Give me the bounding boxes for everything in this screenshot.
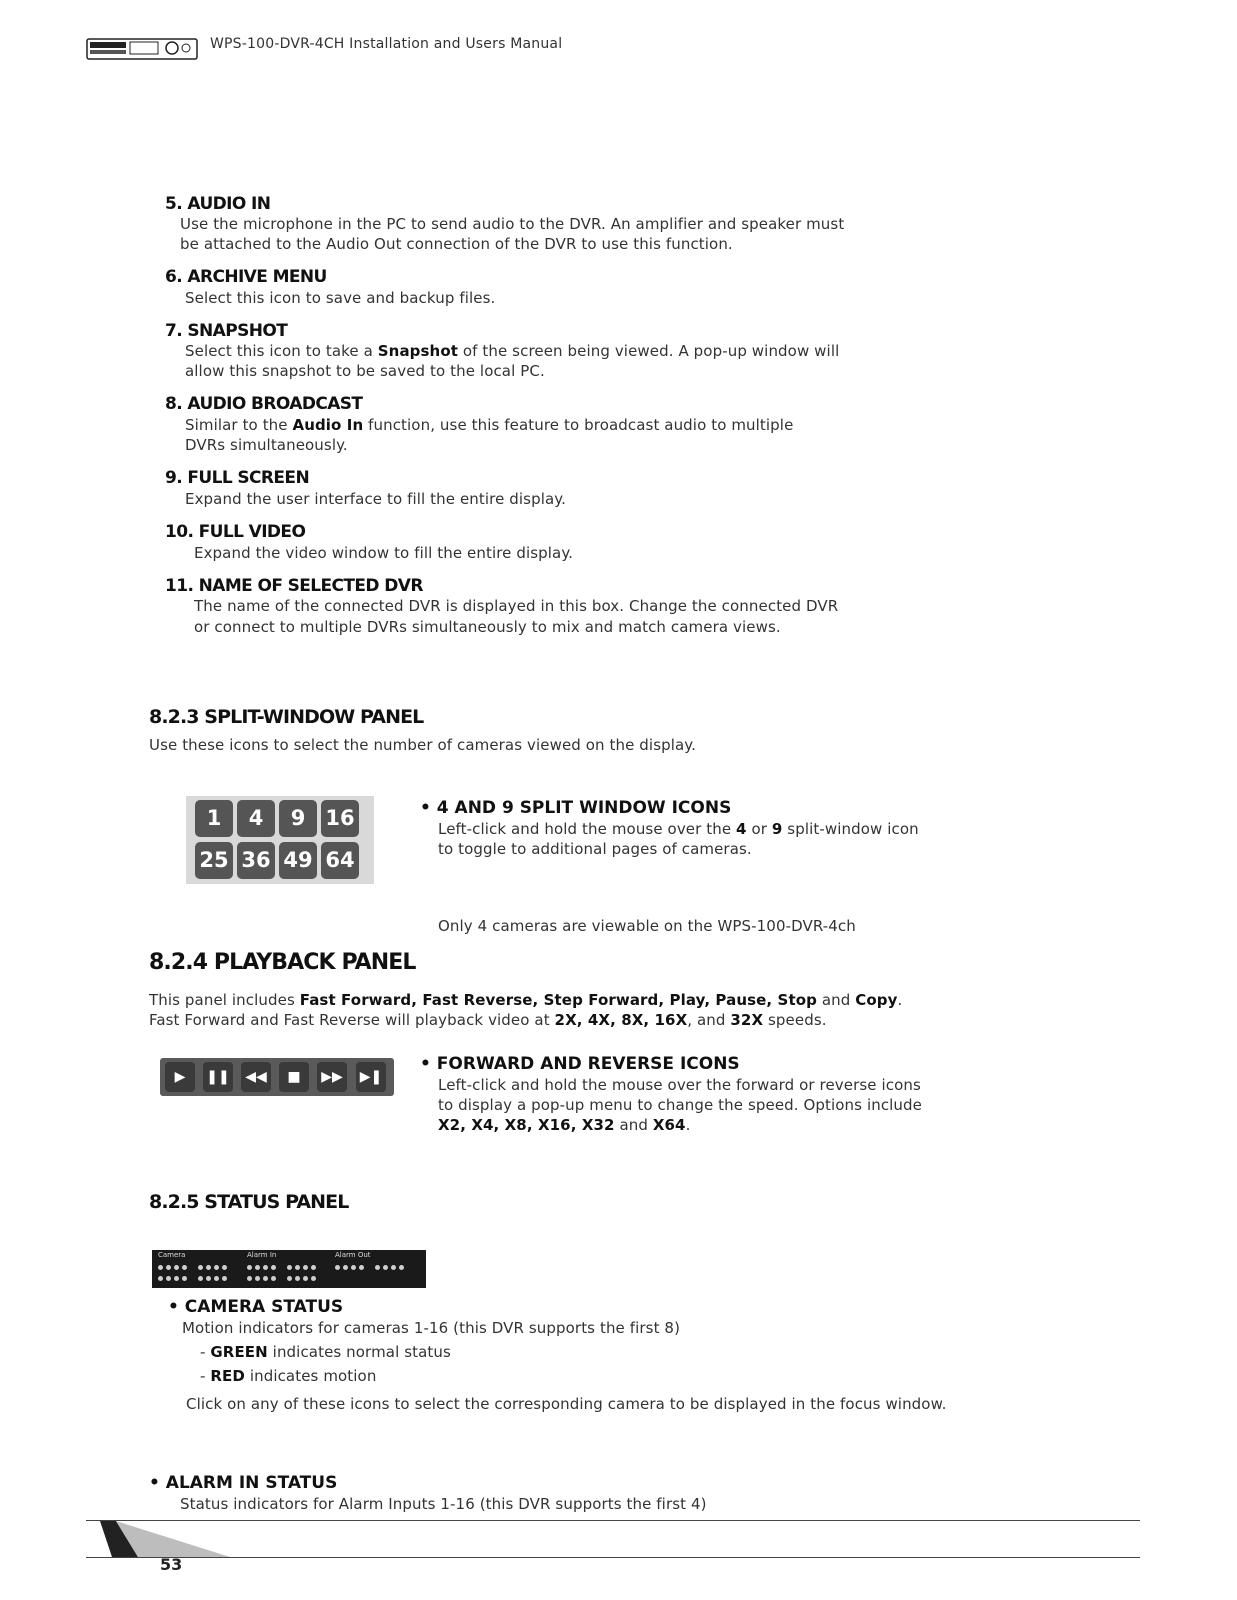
status-indicator-dot (343, 1265, 348, 1270)
split-36-button: 36 (237, 842, 275, 879)
status-indicator-dot (206, 1276, 211, 1281)
item-dvrname-heading: 11. NAME OF SELECTED DVR (165, 576, 423, 596)
status-indicator-dot (174, 1265, 179, 1270)
status-indicator-dot (383, 1265, 388, 1270)
status-indicator-dot (166, 1265, 171, 1270)
split-25-button: 25 (195, 842, 233, 879)
status-indicator-dot (198, 1276, 203, 1281)
status-indicator-dot (391, 1265, 396, 1270)
split-bullet-line1: Left-click and hold the mouse over the 4 or 9 split-window icon (438, 820, 919, 838)
split-note: Only 4 cameras are viewable on the WPS-100-DVR-4ch (438, 917, 856, 935)
item-snapshot-line1: Select this icon to take a Snapshot of the screen being viewed. A pop-up window will (185, 342, 840, 360)
alarm-in-status-heading: • ALARM IN STATUS (149, 1473, 338, 1493)
status-section-heading: 8.2.5 STATUS PANEL (149, 1191, 349, 1213)
split-intro: Use these icons to select the number of cameras viewed on the display. (149, 736, 696, 754)
status-indicator-dot (174, 1276, 179, 1281)
status-indicator-dot (351, 1265, 356, 1270)
split-1-button: 1 (195, 800, 233, 837)
status-indicator-dot (295, 1276, 300, 1281)
status-indicator-dot (287, 1276, 292, 1281)
split-16-button: 16 (321, 800, 359, 837)
item-archive-heading: 6. ARCHIVE MENU (165, 267, 327, 287)
camera-status-heading: • CAMERA STATUS (168, 1297, 344, 1317)
status-indicator-dot (375, 1265, 380, 1270)
status-indicator-dot (182, 1276, 187, 1281)
item-snapshot-heading: 7. SNAPSHOT (165, 321, 288, 341)
status-indicator-dot (287, 1265, 292, 1270)
playback-intro-line1: This panel includes Fast Forward, Fast Reverse, Step Forward, Play, Pause, Stop and Copy. (149, 991, 903, 1009)
item-snapshot-line2: allow this snapshot to be saved to the local PC. (185, 362, 545, 380)
status-indicator-dot (214, 1265, 219, 1270)
item-dvrname-line2: or connect to multiple DVRs simultaneously to mix and match camera views. (194, 618, 781, 636)
split-window-buttons-image (186, 796, 374, 884)
playback-bullet-heading: • FORWARD AND REVERSE ICONS (420, 1054, 740, 1074)
playback-bullet-line3: X2, X4, X8, X16, X32 and X64. (438, 1116, 691, 1134)
status-label-alarm-in: Alarm In (247, 1251, 277, 1259)
item-broadcast-heading: 8. AUDIO BROADCAST (165, 394, 363, 414)
playback-bullet-line2: to display a pop-up menu to change the speed. Options include (438, 1096, 922, 1114)
status-indicator-dot (255, 1276, 260, 1281)
status-indicator-dot (303, 1265, 308, 1270)
status-label-camera: Camera (158, 1251, 186, 1259)
item-audio-in-heading: 5. AUDIO IN (165, 194, 271, 214)
playback-section-heading: 8.2.4 PLAYBACK PANEL (149, 950, 416, 975)
status-indicator-dot (255, 1265, 260, 1270)
item-broadcast-line2: DVRs simultaneously. (185, 436, 348, 454)
split-bullet-line2: to toggle to additional pages of cameras. (438, 840, 752, 858)
status-indicator-dot (263, 1276, 268, 1281)
play-icon: ▶ (165, 1062, 195, 1092)
playback-intro-line2: Fast Forward and Fast Reverse will playback video at 2X, 4X, 8X, 16X, and 32X speeds. (149, 1011, 827, 1029)
status-indicator-dot (206, 1265, 211, 1270)
footer-corner-graphic (100, 1521, 240, 1557)
alarm-in-status-line1: Status indicators for Alarm Inputs 1-16 (this DVR supports the first 4) (180, 1495, 707, 1513)
split-bullet-heading: • 4 AND 9 SPLIT WINDOW ICONS (420, 798, 732, 818)
camera-status-red: - RED indicates motion (200, 1367, 377, 1385)
status-indicator-dot (214, 1276, 219, 1281)
split-49-button: 49 (279, 842, 317, 879)
split-64-button: 64 (321, 842, 359, 879)
status-indicator-dot (263, 1265, 268, 1270)
item-dvrname-line1: The name of the connected DVR is displayed in this box. Change the connected DVR (194, 597, 839, 615)
item-fullvideo-line1: Expand the video window to fill the entire display. (194, 544, 574, 562)
camera-status-green: - GREEN indicates normal status (200, 1343, 451, 1361)
status-indicator-dot (222, 1276, 227, 1281)
status-indicator-dot (158, 1265, 163, 1270)
stop-icon: ■ (279, 1062, 309, 1092)
split-9-button: 9 (279, 800, 317, 837)
playback-bullet-line1: Left-click and hold the mouse over the forward or reverse icons (438, 1076, 921, 1094)
item-fullvideo-heading: 10. FULL VIDEO (165, 522, 306, 542)
status-indicator-dot (359, 1265, 364, 1270)
status-indicator-dot (198, 1265, 203, 1270)
status-indicator-dot (182, 1265, 187, 1270)
header-title: WPS-100-DVR-4CH Installation and Users Manual (210, 36, 563, 52)
item-audio-in-line1: Use the microphone in the PC to send audio to the DVR. An amplifier and speaker must (180, 215, 845, 233)
status-indicator-dot (303, 1276, 308, 1281)
status-indicator-dot (271, 1265, 276, 1270)
status-indicator-dot (295, 1265, 300, 1270)
status-indicator-dot (247, 1276, 252, 1281)
footer-rule-bottom (86, 1557, 1140, 1558)
status-indicator-dot (166, 1276, 171, 1281)
status-indicator-dot (158, 1276, 163, 1281)
page-number: 53 (160, 1555, 183, 1574)
status-indicator-dot (271, 1276, 276, 1281)
camera-status-line1: Motion indicators for cameras 1-16 (this DVR supports the first 8) (182, 1319, 681, 1337)
item-archive-line1: Select this icon to save and backup files. (185, 289, 496, 307)
fast-forward-icon: ▶▶ (317, 1062, 347, 1092)
status-indicator-dot (222, 1265, 227, 1270)
status-indicator-dot (311, 1276, 316, 1281)
status-indicator-dot (311, 1265, 316, 1270)
playback-buttons-image (160, 1058, 394, 1096)
step-forward-icon: ▶❚ (356, 1062, 386, 1092)
status-panel-image (152, 1250, 426, 1288)
item-fullscreen-heading: 9. FULL SCREEN (165, 468, 310, 488)
footer-rule-top (86, 1520, 1140, 1521)
status-indicator-dot (335, 1265, 340, 1270)
rewind-icon: ◀◀ (241, 1062, 271, 1092)
split-4-button: 4 (237, 800, 275, 837)
item-audio-in-line2: be attached to the Audio Out connection of the DVR to use this function. (180, 235, 733, 253)
camera-status-click-line: Click on any of these icons to select the corresponding camera to be displayed in the focus window. (186, 1395, 947, 1413)
split-section-heading: 8.2.3 SPLIT-WINDOW PANEL (149, 706, 424, 728)
item-broadcast-line1: Similar to the Audio In function, use this feature to broadcast audio to multiple (185, 416, 794, 434)
status-label-alarm-out: Alarm Out (335, 1251, 371, 1259)
status-indicator-dot (399, 1265, 404, 1270)
status-indicator-dot (247, 1265, 252, 1270)
item-fullscreen-line1: Expand the user interface to fill the entire display. (185, 490, 566, 508)
pause-icon: ❚❚ (203, 1062, 233, 1092)
dvr-device-logo-icon (86, 35, 198, 61)
